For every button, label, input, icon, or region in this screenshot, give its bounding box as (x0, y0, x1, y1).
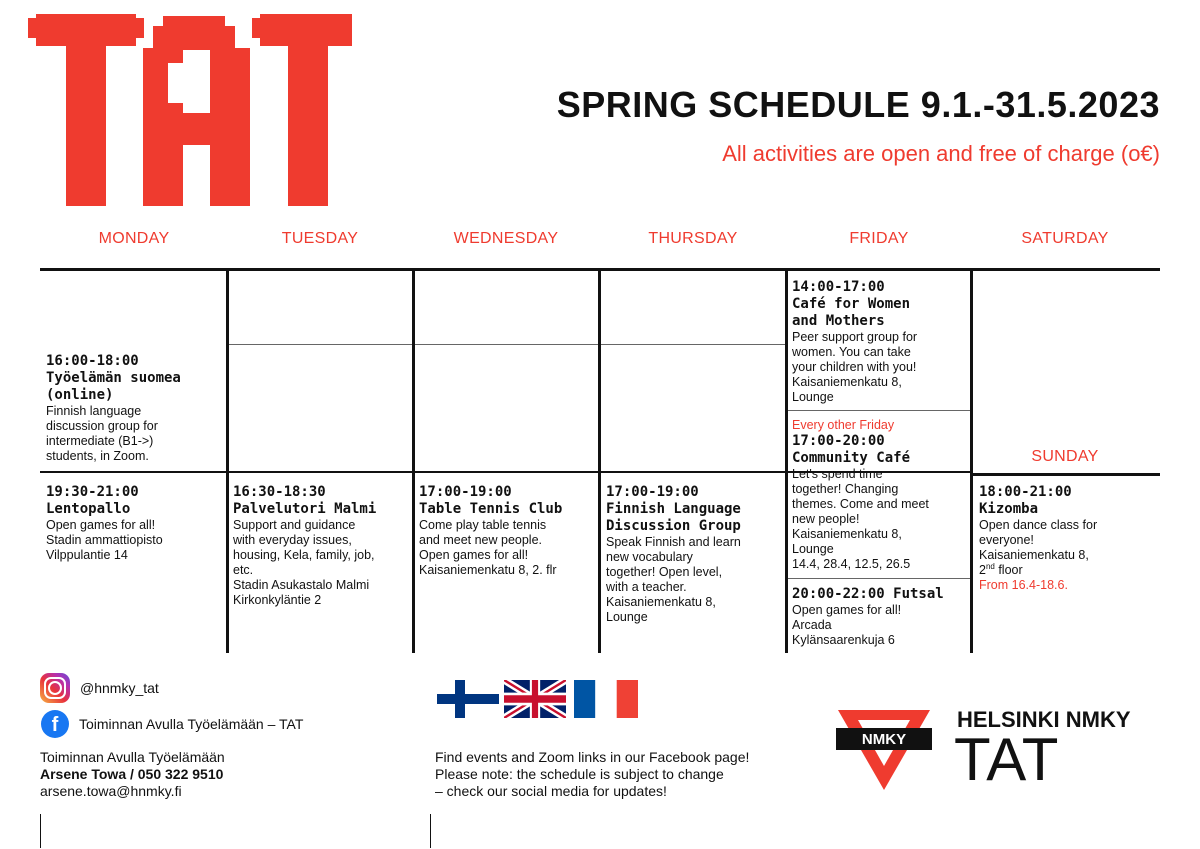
instagram-link[interactable] (40, 673, 159, 703)
footer-divider (40, 814, 41, 848)
floor-suffix: nd (985, 561, 995, 571)
sunday-rule (972, 473, 1160, 476)
day-header-monday: MONDAY (98, 230, 170, 247)
activity-desc: Stadin ammattiopisto (46, 533, 163, 547)
facebook-link[interactable] (41, 710, 303, 738)
tat-pixel-logo (18, 8, 358, 213)
activity-time: 19:30-21:00 (46, 484, 139, 500)
column-divider (785, 270, 788, 653)
activity-desc: Kaisaniemenkatu 8, (979, 548, 1089, 562)
activity-time: 18:00-21:00 (979, 484, 1072, 500)
info-line: Please note: the schedule is subject to change (435, 766, 724, 782)
activity-desc: themes. Come and meet (792, 497, 929, 511)
activity-lentopallo (46, 484, 221, 563)
activity-dates: 14.4, 28.4, 12.5, 26.5 (792, 557, 911, 571)
activity-desc: together! Open level, (606, 565, 723, 579)
activity-desc: housing, Kela, family, job, (233, 548, 375, 562)
activity-desc: Peer support group for (792, 330, 918, 344)
activity-desc: Support and guidance (233, 518, 356, 532)
activity-time: 16:30-18:30 (233, 484, 326, 500)
activity-name: and Mothers (792, 313, 885, 329)
activity-desc: Kaisaniemenkatu 8, (606, 595, 716, 609)
activity-desc: students, in Zoom. (46, 449, 149, 463)
friday-thin-divider-2 (786, 578, 972, 579)
activity-dates: From 16.4-18.6. (979, 578, 1068, 592)
info-text (435, 749, 749, 800)
activity-community-cafe (792, 418, 968, 572)
facebook-page-name: Toiminnan Avulla Työelämään – TAT (79, 715, 304, 732)
activity-time: 17:00-19:00 (419, 484, 512, 500)
activity-desc: Arcada (792, 618, 832, 632)
activity-floor (979, 563, 1159, 578)
day-header-thursday: THURSDAY (648, 230, 738, 247)
org-name: Toiminnan Avulla Työelämään (40, 749, 225, 765)
page-title: SPRING SCHEDULE 9.1.-31.5.2023 (556, 84, 1160, 125)
activity-desc: Lounge (606, 610, 648, 624)
activity-desc: your children with you! (792, 360, 917, 374)
activity-desc: discussion group for (46, 419, 158, 433)
uk-flag-icon (504, 680, 566, 718)
activity-name: Discussion Group (606, 518, 741, 534)
activity-desc: Finnish language (46, 404, 142, 418)
activity-desc: Kirkonkyläntie 2 (233, 593, 322, 607)
finland-flag-icon (437, 680, 499, 718)
activity-desc: Come play table tennis (419, 518, 547, 532)
day-header-saturday: SATURDAY (1021, 230, 1109, 247)
activity-desc: together! Changing (792, 482, 899, 496)
activity-desc: with a teacher. (606, 580, 687, 594)
activity-desc: Open dance class for (979, 518, 1098, 532)
activity-palvelutori-malmi (233, 484, 409, 608)
activity-tyoelaman-suomea (46, 353, 221, 464)
column-divider (226, 270, 229, 653)
activity-desc: Kylänsaarenkuja 6 (792, 633, 895, 647)
activity-name: (online) (46, 387, 114, 403)
activity-finnish-language-group (606, 484, 784, 625)
nmky-badge-text: NMKY (861, 731, 907, 748)
activity-time: 17:00-20:00 (792, 433, 885, 449)
brand-name: HELSINKI NMKY (957, 707, 1131, 732)
activity-table-tennis-club (419, 484, 595, 578)
activity-desc: everyone! (979, 533, 1034, 547)
column-divider (970, 270, 973, 653)
activity-desc: Stadin Asukastalo Malmi (233, 578, 370, 592)
day-header-sunday: SUNDAY (1031, 448, 1099, 465)
floor-text: floor (994, 563, 1023, 577)
activity-futsal (792, 586, 968, 648)
activity-time: 16:00-18:00 (46, 353, 139, 369)
activity-time: 14:00-17:00 (792, 279, 885, 295)
facebook-icon: f (41, 710, 69, 738)
activity-desc: Open games for all! (46, 518, 156, 532)
activity-desc: Let's spend time (792, 467, 883, 481)
activity-desc: and meet new people. (419, 533, 543, 547)
activity-name: Työelämän suomea (46, 370, 181, 386)
activity-name: Table Tennis Club (419, 501, 563, 517)
activity-note: Every other Friday (792, 418, 895, 432)
activity-name: Kizomba (979, 501, 1039, 517)
brand-tat: TAT (954, 726, 1059, 793)
activity-name: Finnish Language (606, 501, 741, 517)
activity-name: Community Café (792, 450, 911, 466)
activity-desc: new people! (792, 512, 860, 526)
column-divider (412, 270, 415, 653)
activity-name: Café for Women (792, 296, 911, 312)
contact-person: Arsene Towa / 050 322 9510 (40, 766, 224, 782)
contact-block (40, 749, 225, 800)
activity-desc: Open games for all! (419, 548, 529, 562)
activity-desc: women. You can take (792, 345, 911, 359)
france-flag-icon (574, 680, 638, 718)
activity-desc: new vocabulary (606, 550, 693, 564)
day-header-tuesday: TUESDAY (281, 230, 359, 247)
activity-desc: Kaisaniemenkatu 8, (792, 375, 902, 389)
floor-number: 2 (979, 563, 986, 577)
instagram-handle: @hnmky_tat (80, 679, 159, 696)
activity-time: 17:00-19:00 (606, 484, 699, 500)
activity-desc: with everyday issues, (233, 533, 352, 547)
activity-name: Lentopallo (46, 501, 131, 517)
activity-desc: Kaisaniemenkatu 8, 2. flr (419, 563, 557, 577)
activity-desc: Lounge (792, 542, 834, 556)
activity-name: Palvelutori Malmi (233, 501, 377, 517)
activity-title: 20:00-22:00 Futsal (792, 586, 944, 602)
schedule-thin-divider (227, 344, 786, 345)
activity-desc: Kaisaniemenkatu 8, (792, 527, 902, 541)
activity-desc: etc. (233, 563, 254, 577)
day-header-wednesday: WEDNESDAY (453, 230, 559, 247)
activity-desc: Lounge (792, 390, 834, 404)
activity-cafe-women-mothers (792, 279, 968, 405)
activity-desc: Vilppulantie 14 (46, 548, 128, 562)
activity-desc: intermediate (B1->) (46, 434, 154, 448)
activity-desc: Open games for all! (792, 603, 902, 617)
friday-thin-divider-1 (786, 410, 972, 411)
instagram-icon (40, 673, 70, 703)
contact-email[interactable]: arsene.towa@hnmky.fi (40, 783, 182, 799)
activity-kizomba (979, 484, 1159, 593)
column-divider (598, 270, 601, 653)
info-line: – check our social media for updates! (435, 783, 667, 799)
nmky-triangle-logo (836, 708, 932, 792)
page-subtitle: All activities are open and free of charge (o€) (722, 141, 1160, 166)
activity-desc: Speak Finnish and learn (606, 535, 741, 549)
day-header-friday: FRIDAY (849, 230, 909, 247)
footer-divider (430, 814, 431, 848)
info-line: Find events and Zoom links in our Facebook page! (435, 749, 750, 765)
